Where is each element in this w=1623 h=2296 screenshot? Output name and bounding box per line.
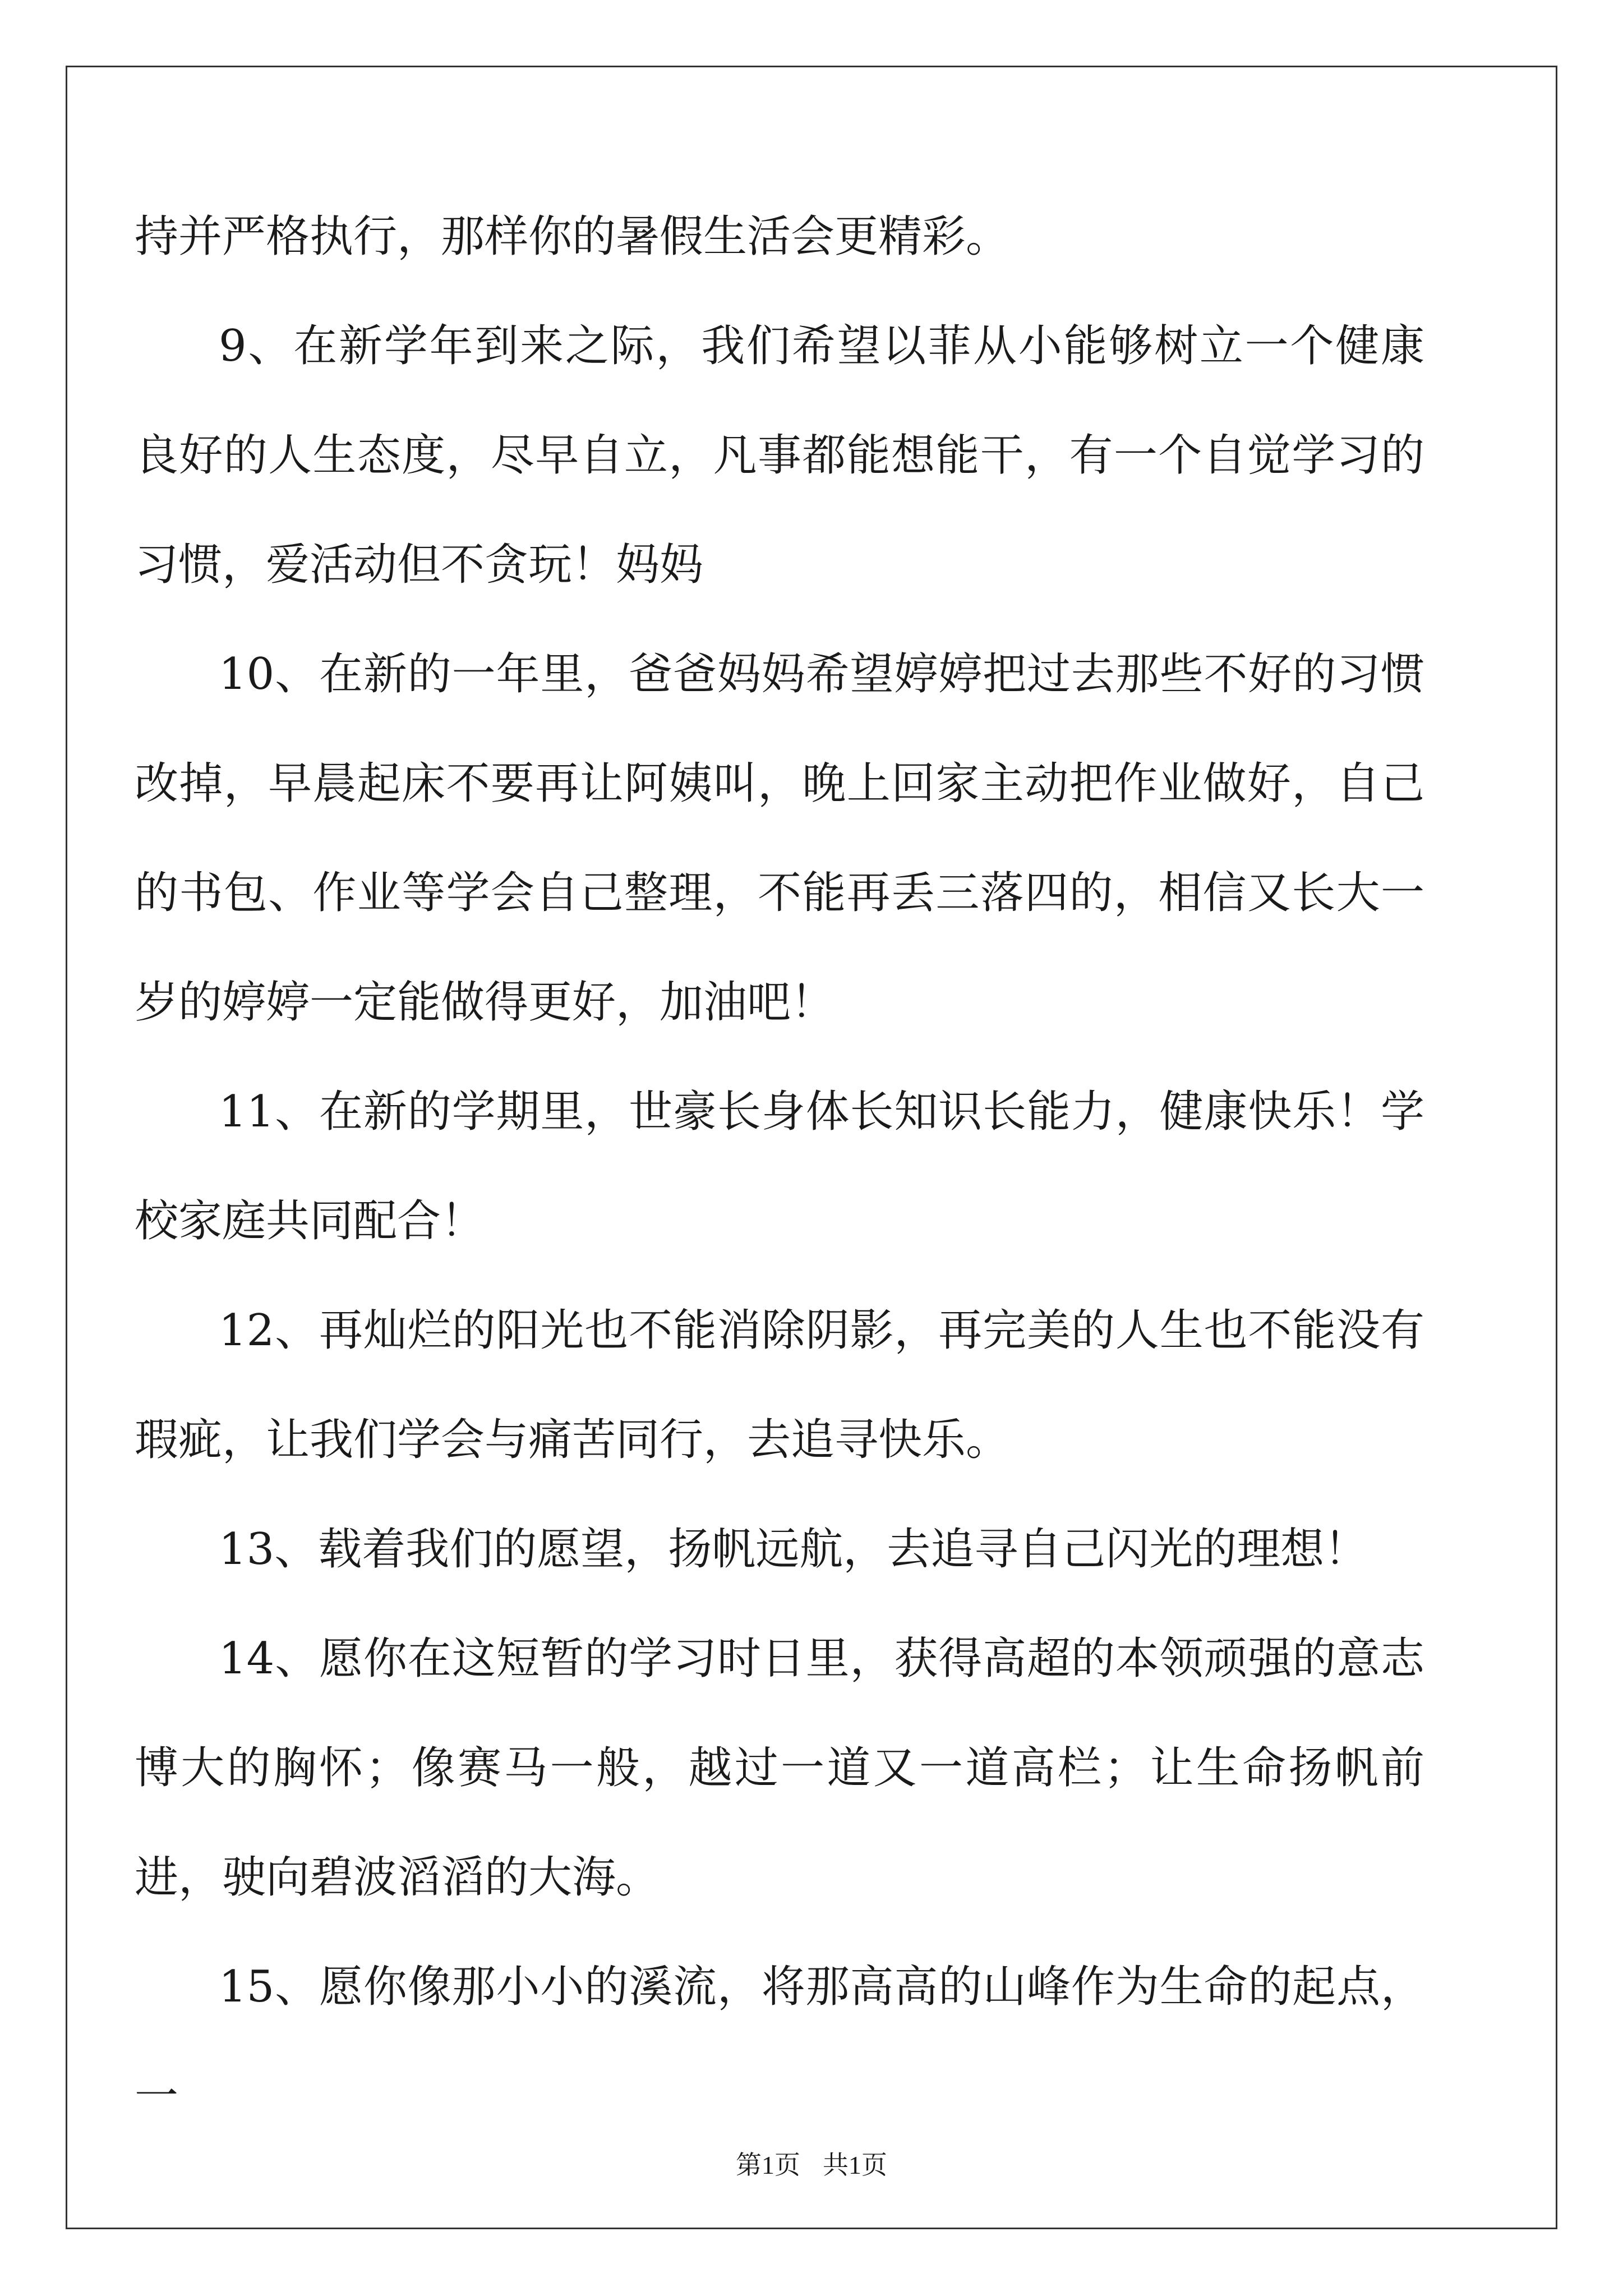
- paragraph-item-15: 15、愿你像那小小的溪流，将那高高的山峰作为生命的起点，一: [135, 1962, 1424, 2122]
- paragraph-item-9: 9、在新学年到来之际，我们希望以菲从小能够树立一个健康良好的人生态度，尽早自立，凡事都能想能干，有一个自觉学习的习惯，爱活动但不贪玩！妈妈: [135, 321, 1424, 590]
- paragraph-item-13: 13、载着我们的愿望，扬帆远航，去追寻自己闪光的理想！: [219, 1524, 1368, 1575]
- paragraph-item-11: 11、在新的学期里，世豪长身体长知识长能力，健康快乐！学校家庭共同配合！: [135, 1087, 1424, 1246]
- document-body: [135, 182, 1424, 2151]
- paragraph-item-12: 12、再灿烂的阳光也不能消除阴影，再完美的人生也不能没有瑕疵，让我们学会与痛苦同行，去追寻快乐。: [135, 1305, 1424, 1465]
- paragraph-item-10: 10、在新的一年里，爸爸妈妈希望婷婷把过去那些不好的习惯改掉，早晨起床不要再让阿姨叫，晚上回家主动把作业做好，自己的书包、作业等学会自己整理，不能再丢三落四的，相信又长大一岁的婷婷一定能做得更好，加油吧！: [135, 649, 1424, 1028]
- page-footer: [0, 2145, 1623, 2182]
- paragraph-continuation: 持并严格执行，那样你的暑假生活会更精彩。: [135, 211, 1010, 262]
- page-number: 第1页: [736, 2151, 800, 2179]
- paragraph-item-14: 14、愿你在这短暂的学习时日里，获得高超的本领顽强的意志博大的胸怀；像赛马一般，越过一道又一道高栏；让生命扬帆前进，驶向碧波滔滔的大海。: [135, 1634, 1424, 1903]
- page-total: 共1页: [823, 2151, 887, 2179]
